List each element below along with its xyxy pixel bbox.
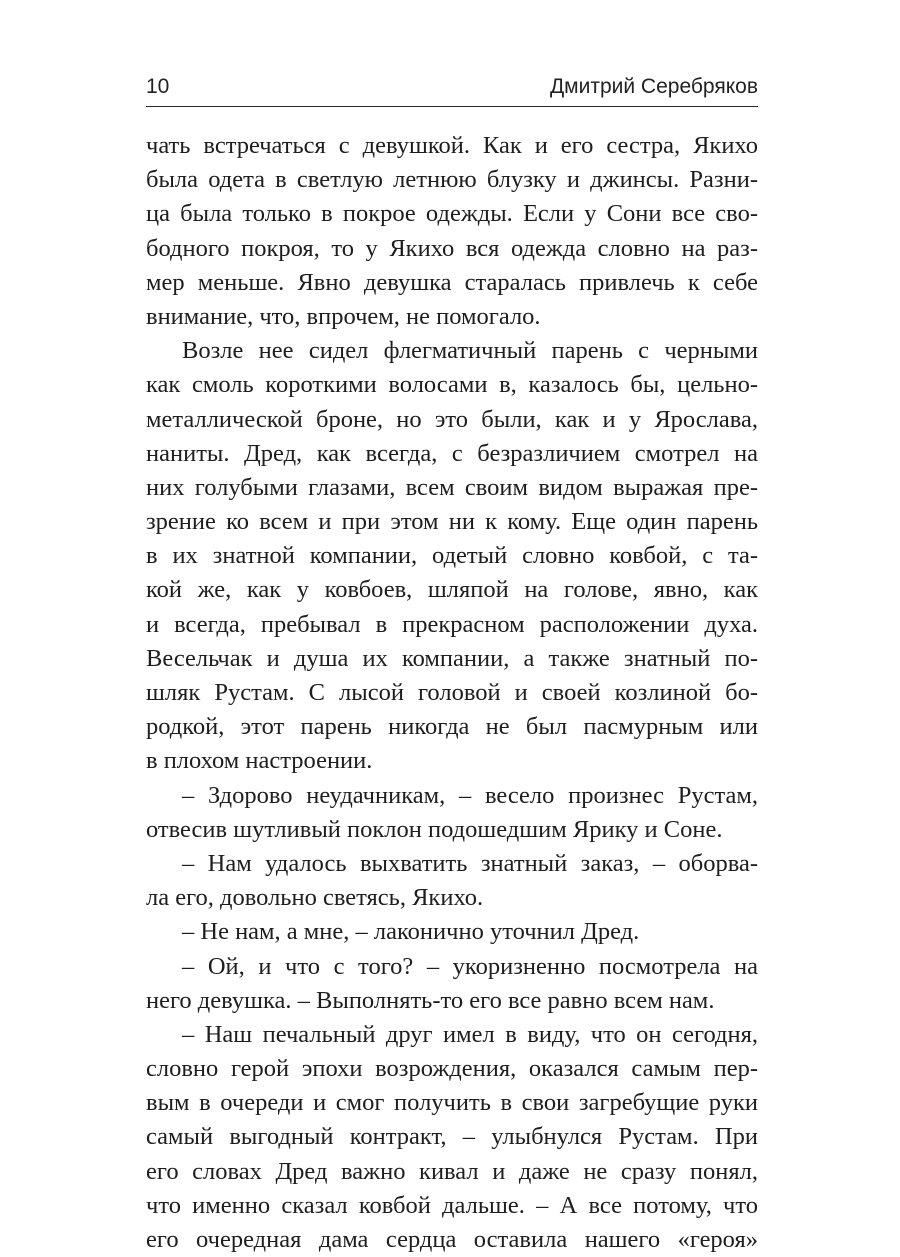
paragraph [146, 129, 758, 334]
text-line: – Не нам, а мне, – лаконично уточнил Дред. [182, 918, 640, 946]
text-line: его очередная дама сердца оставила нашего «героя» [146, 1226, 758, 1253]
text-line: чать встречаться с девушкой. Как и его сестра, Якихо [146, 132, 758, 159]
text-line: внимание, что, впрочем, не помогало. [146, 302, 541, 330]
text-line: него девушка. – Выполнять-то его все равно всем нам. [146, 986, 715, 1014]
text-line: металлической броне, но это были, как и у Ярослава, [146, 405, 758, 433]
paragraph [146, 779, 758, 847]
text-line: мер меньше. Явно девушка старалась привлечь к себе [146, 268, 758, 296]
author-name: Дмитрий Серебряков [549, 75, 758, 98]
paragraph [146, 847, 758, 915]
page-number: 10 [146, 75, 170, 98]
text-line: что именно сказал ковбой дальше. – А все потому, что [146, 1191, 758, 1219]
text-line: родкой, этот парень никогда не был пасмурным или [146, 713, 758, 741]
text-line: ла его, довольно светясь, Якихо. [146, 884, 484, 912]
text-line: словно герой эпохи возрождения, оказался самым пер- [146, 1055, 758, 1083]
text-line: была одета в светлую летнюю блузку и джинсы. Разни- [146, 166, 758, 194]
text-line: отвесив шутливый поклон подошедшим Ярику и Соне. [146, 815, 723, 843]
text-line: – Ой, и что с того? – укоризненно посмотрела на [182, 952, 758, 980]
text-line: в плохом настроении. [146, 747, 373, 775]
text-line: в их знатной компании, одетый словно ковбой, с та- [146, 542, 758, 570]
text-line: вым в очереди и смог получить в свои загребущие руки [146, 1089, 758, 1117]
text-line: – Здорово неудачникам, – весело произнес Рустам, [182, 781, 758, 809]
text-line: бодного покроя, то у Якихо вся одежда словно на раз- [146, 234, 758, 262]
body-text [146, 129, 758, 1257]
text-line: и всегда, пребывал в прекрасном расположении духа. [146, 610, 758, 638]
text-line: кой же, как у ковбоев, шляпой на голове, явно, как [146, 576, 758, 604]
text-line: ца была только в покрое одежды. Если у Сони все сво- [146, 200, 758, 228]
text-line: Возле нее сидел флегматичный парень с черными [182, 337, 758, 365]
paragraph [146, 1018, 758, 1257]
paragraph [146, 915, 758, 949]
text-line: как смоль короткими волосами в, казалось бы, цельно- [146, 371, 758, 399]
text-line: наниты. Дред, как всегда, с безразличием смотрел на [146, 439, 758, 467]
text-line: них голубыми глазами, всем своим видом выражая пре- [146, 473, 758, 501]
text-line: зрение ко всем и при этом ни к кому. Еще один парень [146, 508, 758, 536]
text-line: шляк Рустам. С лысой головой и своей козлиной бо- [146, 679, 758, 706]
text-line: Весельчак и душа их компании, а также знатный по- [146, 644, 758, 672]
paragraph [146, 334, 758, 778]
text-line: – Наш печальный друг имел в виду, что он сегодня, [182, 1020, 758, 1048]
text-line: его словах Дред важно кивал и даже не сразу понял, [146, 1157, 758, 1185]
paragraph [146, 950, 758, 1018]
text-line: самый выгодный контракт, – улыбнулся Рустам. При [146, 1123, 758, 1151]
running-header [146, 72, 758, 107]
text-line: – Нам удалось выхватить знатный заказ, – оборва- [182, 849, 758, 877]
